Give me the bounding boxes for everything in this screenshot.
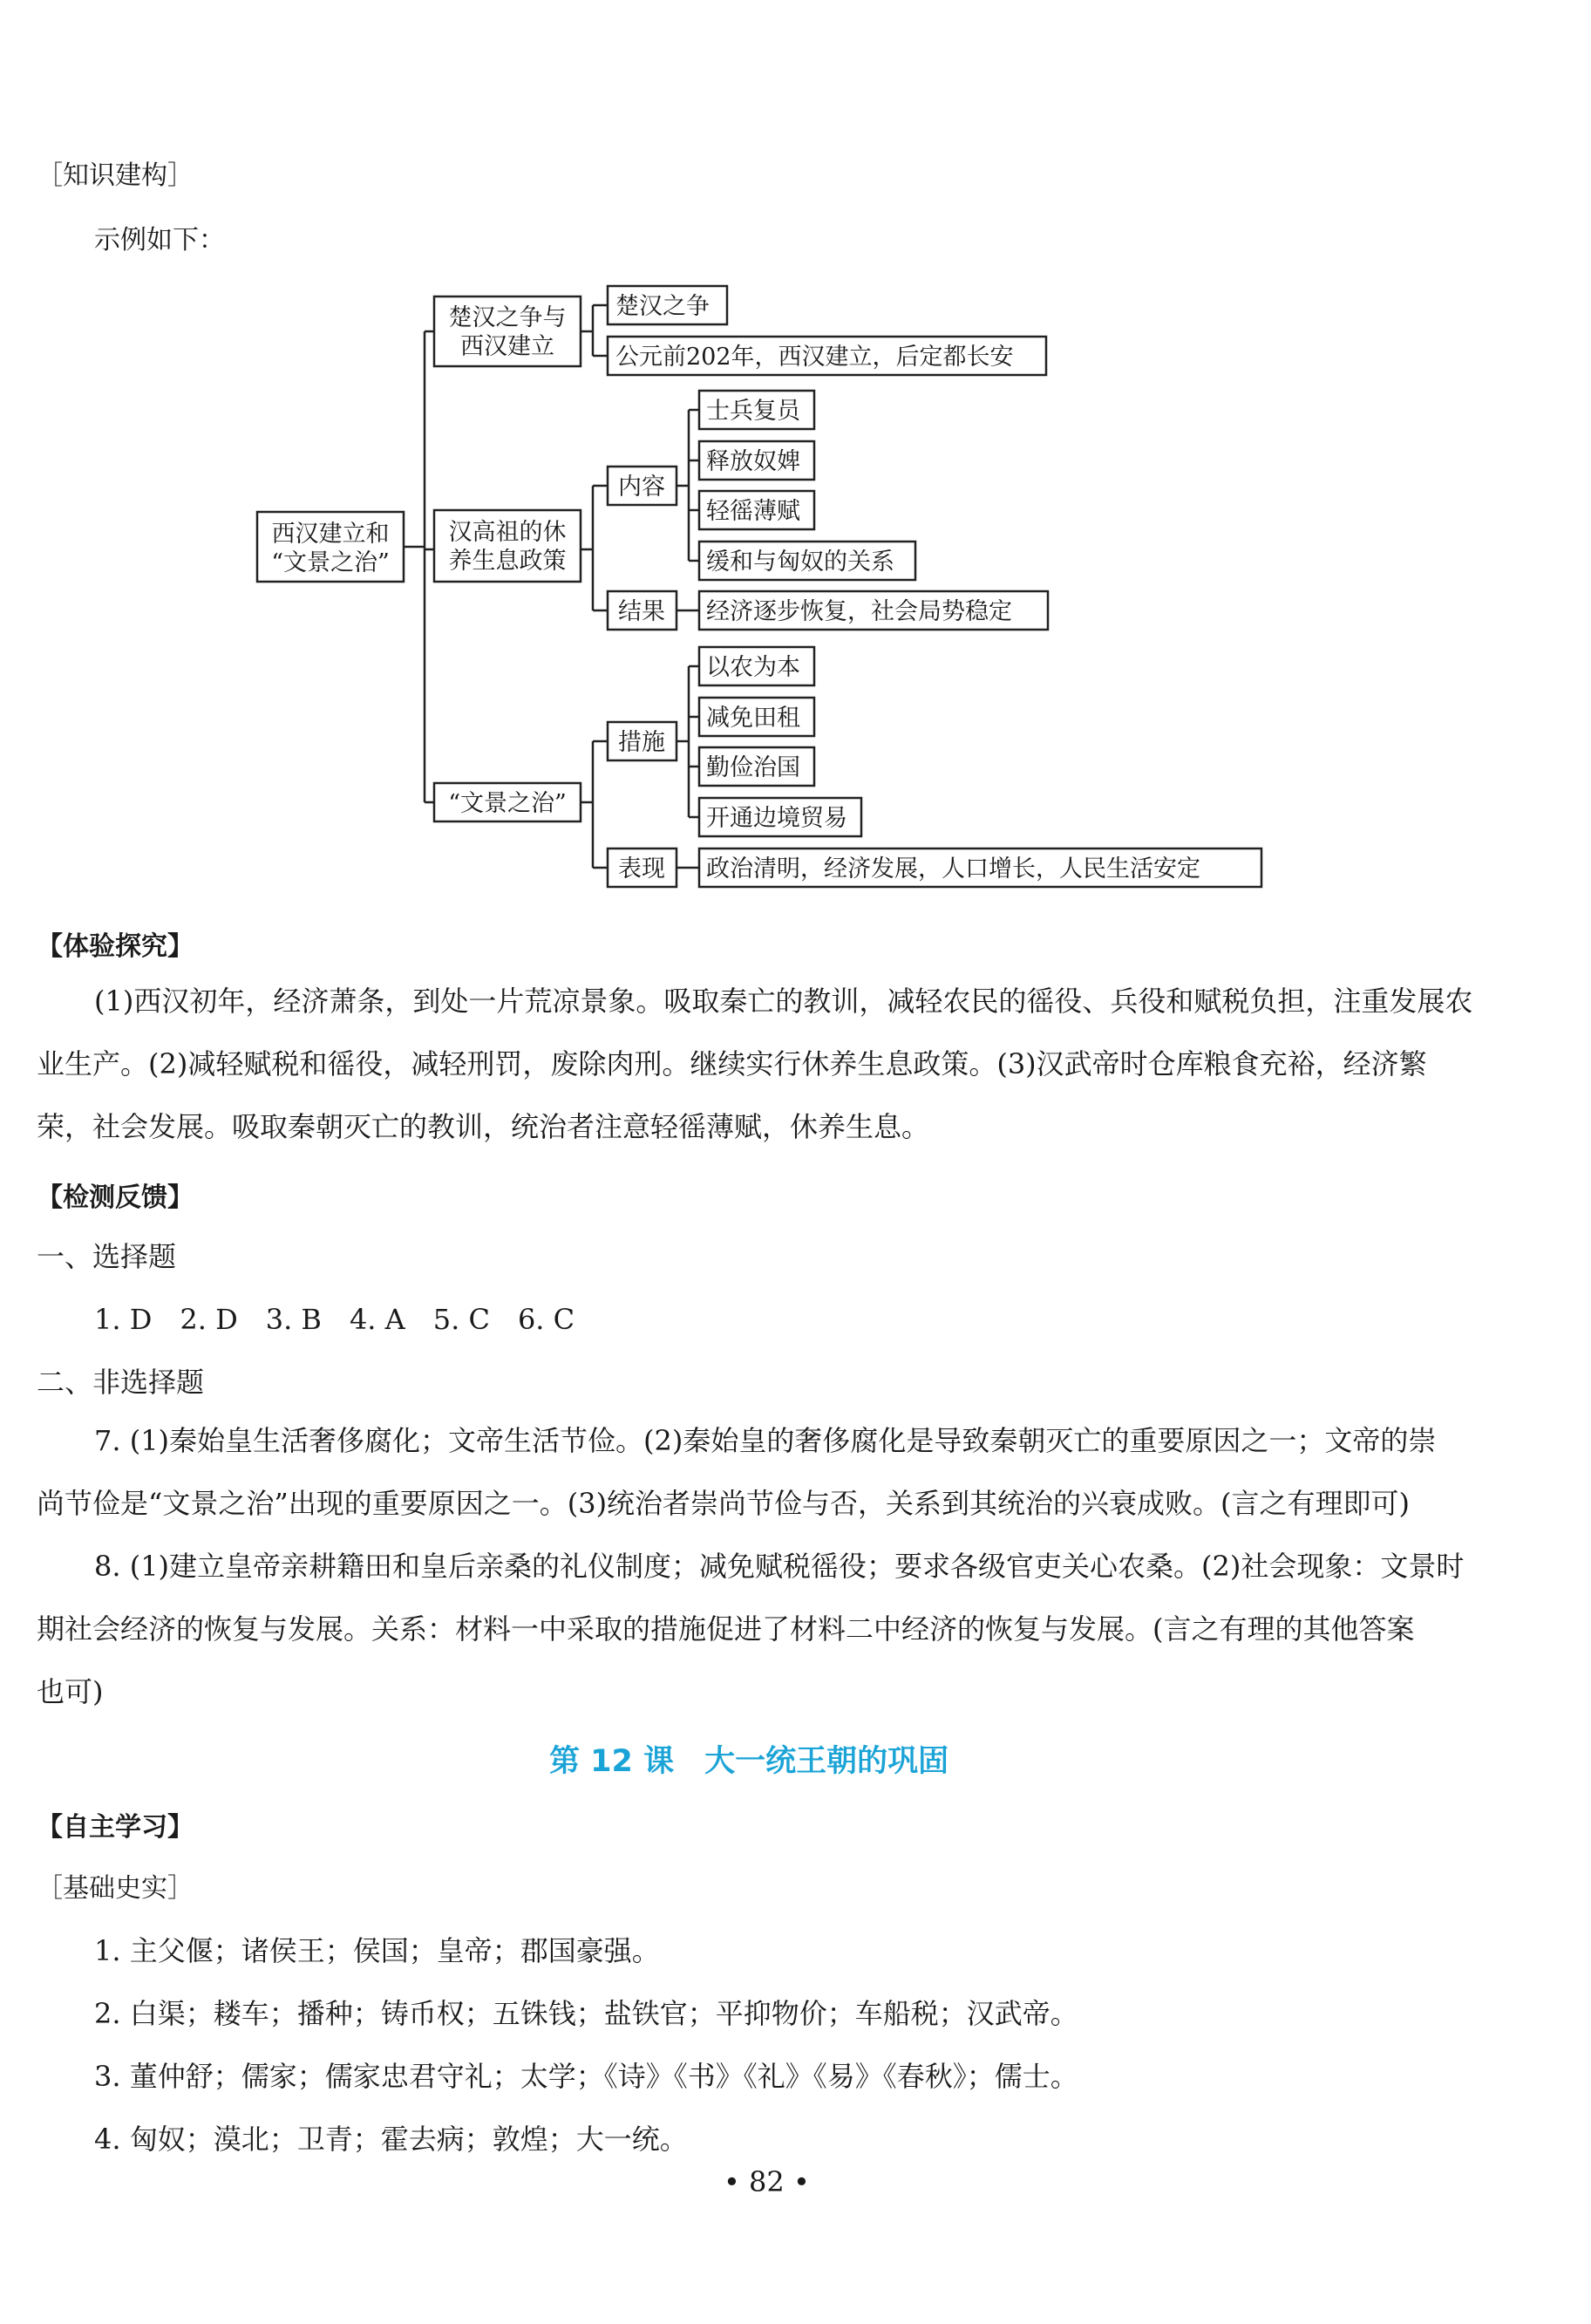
experience-line: 业生产。(2)减轻赋税和徭役，减轻刑罚，废除肉刑。继续实行休养生息政策。(3)汉武帝时仓库粮食充裕，经济繁 — [37, 1047, 1427, 1080]
diagram-branch2-line2: 养生息政策 — [448, 548, 567, 575]
diagram-branch3-label: “文景之治” — [448, 790, 567, 817]
diagram-branch2-line1: 汉高祖的休 — [448, 519, 567, 546]
diagram-branch1-line2: 西汉建立 — [460, 333, 554, 360]
page-number: • 82 • — [724, 2165, 810, 2198]
choice-answers: 1. D 2. D 3. B 4. A 5. C 6. C — [94, 1303, 575, 1336]
diagram-b1-leaf1: 楚汉之争 — [615, 293, 710, 320]
diagram-b1-leaf2: 公元前202年，西汉建立，后定都长安 — [615, 344, 1014, 371]
diagram-b3-measures: 措施 — [618, 729, 665, 756]
nonchoice-heading: 二、非选择题 — [37, 1366, 205, 1399]
basics-item: 2. 白渠；耧车；播种；铸币权；五铢钱；盐铁官；平抑物价；车船税；汉武帝。 — [94, 1997, 1078, 2030]
basics-item: 3. 董仲舒；儒家；儒家忠君守礼；太学；《诗》《书》《礼》《易》《春秋》；儒士。 — [94, 2060, 1078, 2093]
diagram-b3-effect-text: 政治清明，经济发展，人口增长，人民生活安定 — [706, 855, 1200, 883]
diagram-b3-item: 开通边境贸易 — [706, 805, 847, 832]
knowledge-intro: 示例如下： — [94, 225, 225, 256]
diagram-b2-result-text: 经济逐步恢复，社会局势稳定 — [706, 598, 1012, 625]
experience-line: (1)西汉初年，经济萧条，到处一片荒凉景象。吸取秦亡的教训，减轻农民的徭役、兵役和赋税负担，注重发展农 — [94, 985, 1473, 1018]
q8-line: 也可) — [37, 1675, 104, 1708]
diagram-b3-item: 减免田租 — [706, 705, 800, 732]
experience-line: 荣，社会发展。吸取秦朝灭亡的教训，统治者注意轻徭薄赋，休养生息。 — [37, 1110, 930, 1143]
feedback-heading: 【检测反馈】 — [37, 1182, 194, 1213]
diagram-b2-item: 轻徭薄赋 — [706, 498, 800, 525]
q7-line: 7. (1)秦始皇生活奢侈腐化；文帝生活节俭。(2)秦始皇的奢侈腐化是导致秦朝灭亡的重要原因之一；文帝的崇 — [94, 1424, 1437, 1457]
lesson-title: 第 12 课 大一统王朝的巩固 — [549, 1744, 949, 1779]
diagram-b3-item: 勤俭治国 — [706, 754, 800, 781]
basics-item: 4. 匈奴；漠北；卫青；霍去病；敦煌；大一统。 — [94, 2123, 688, 2156]
diagram-b3-effect: 表现 — [618, 855, 665, 883]
knowledge-structure-diagram — [0, 0, 1591, 907]
basics-item: 1. 主父偃；诸侯王；侯国；皇帝；郡国豪强。 — [94, 1934, 660, 1967]
diagram-b2-content: 内容 — [618, 474, 665, 501]
diagram-b2-item: 释放奴婢 — [706, 448, 800, 475]
diagram-branch1-line1: 楚汉之争与 — [448, 304, 567, 331]
diagram-b2-item: 缓和与匈奴的关系 — [706, 549, 894, 576]
diagram-root-line2: “文景之治” — [271, 549, 390, 576]
diagram-b3-item: 以农为本 — [706, 654, 800, 681]
diagram-b2-item: 士兵复员 — [706, 398, 800, 425]
self-study-heading: 【自主学习】 — [37, 1812, 194, 1843]
q7-line: 尚节俭是“文景之治”出现的重要原因之一。(3)统治者崇尚节俭与否，关系到其统治的兴衰成败。(言之有理即可) — [37, 1487, 1411, 1520]
diagram-root-line1: 西汉建立和 — [271, 521, 390, 548]
choice-heading: 一、选择题 — [37, 1240, 177, 1273]
knowledge-section-label: ［知识建构］ — [37, 160, 194, 191]
diagram-b2-result: 结果 — [618, 598, 665, 625]
experience-heading: 【体验探究】 — [37, 931, 194, 962]
q8-line: 8. (1)建立皇帝亲耕籍田和皇后亲桑的礼仪制度；减免赋税徭役；要求各级官吏关心农桑。(2)社会现象：文景时 — [94, 1550, 1465, 1583]
q8-line: 期社会经济的恢复与发展。关系：材料一中采取的措施促进了材料二中经济的恢复与发展。(言之有理的其他答案 — [37, 1612, 1415, 1646]
basics-label: ［基础史实］ — [37, 1873, 194, 1904]
